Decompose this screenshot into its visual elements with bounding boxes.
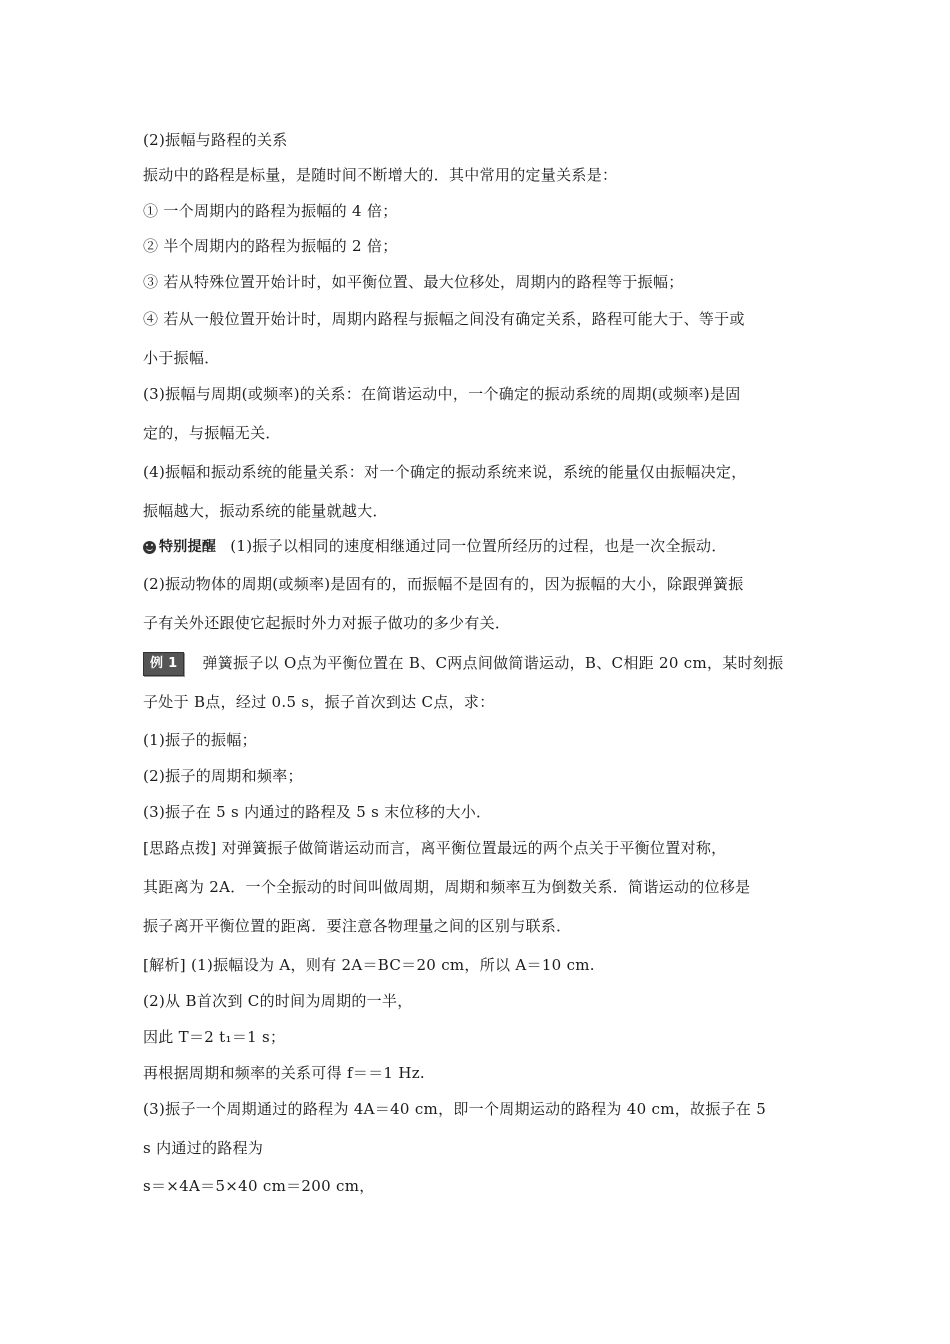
text-line: ④ 若从一般位置开始计时，周期内路程与振幅之间没有确定关系，路程可能大于、等于或	[143, 310, 745, 328]
text-line: 因此 T＝2 t₁＝1 s；	[143, 1028, 286, 1046]
example-text: 弹簧振子以 O点为平衡位置在 B、C两点间做简谐运动，B、C相距 20 cm，某时刻振	[202, 654, 784, 672]
text-line: ① 一个周期内的路程为振幅的 4 倍；	[143, 202, 398, 220]
text-line: s＝×4A＝5×40 cm＝200 cm，	[143, 1177, 375, 1195]
text-line: (3)振子一个周期通过的路程为 4A＝40 cm，即一个周期运动的路程为 40 cm，故振子在 5	[143, 1100, 767, 1118]
text-line: 再根据周期和频率的关系可得 f＝＝1 Hz.	[143, 1064, 425, 1082]
text-line: 小于振幅．	[143, 349, 220, 367]
text-line: 子有关外还跟使它起振时外力对振子做功的多少有关．	[143, 614, 511, 632]
tip-text: (1)振子以相同的速度相继通过同一位置所经历的过程，也是一次全振动．	[230, 537, 727, 555]
text-line: [思路点拨] 对弹簧振子做简谐运动而言，离平衡位置最远的两个点关于平衡位置对称，	[143, 839, 727, 857]
text-line: (1)振子的振幅；	[143, 731, 257, 749]
text-line: (4)振幅和振动系统的能量关系：对一个确定的振动系统来说，系统的能量仅由振幅决定，	[143, 463, 747, 481]
tip-badge-label: 特别提醒	[159, 539, 217, 555]
text-line: 定的，与振幅无关．	[143, 424, 281, 442]
text-line: 振动中的路程是标量，是随时间不断增大的．其中常用的定量关系是：	[143, 166, 618, 184]
text-line: (3)振幅与周期(或频率)的关系：在简谐运动中，一个确定的振动系统的周期(或频率)是固	[143, 385, 741, 403]
text-line: 振幅越大，振动系统的能量就越大．	[143, 502, 388, 520]
text-line: ③ 若从特殊位置开始计时，如平衡位置、最大位移处，周期内的路程等于振幅；	[143, 273, 684, 291]
text-line: 其距离为 2A．一个全振动的时间叫做周期，周期和频率互为倒数关系．简谐运动的位移是	[143, 878, 751, 896]
text-line: (2)振子的周期和频率；	[143, 767, 303, 785]
text-line: 振子离开平衡位置的距离．要注意各物理量之间的区别与联系．	[143, 917, 572, 935]
special-tip	[143, 536, 727, 557]
text-line: [解析] (1)振幅设为 A，则有 2A＝BC＝20 cm，所以 A＝10 cm.	[143, 956, 595, 974]
text-line: (3)振子在 5 s 内通过的路程及 5 s 末位移的大小．	[143, 803, 492, 821]
text-line: (2)振动物体的周期(或频率)是固有的，而振幅不是固有的，因为振幅的大小，除跟弹簧振	[143, 575, 744, 593]
tip-badge	[143, 537, 216, 557]
text-line: ② 半个周期内的路程为振幅的 2 倍；	[143, 237, 398, 255]
example-badge: 例 1	[143, 652, 184, 676]
text-line: (2)振幅与路程的关系	[143, 131, 288, 149]
smile-icon	[143, 541, 156, 554]
text-line: (2)从 B首次到 C的时间为周期的一半，	[143, 992, 413, 1010]
example-heading	[143, 652, 783, 676]
text-line: 子处于 B点，经过 0.5 s，振子首次到达 C点，求：	[143, 693, 495, 711]
text-line: s 内通过的路程为	[143, 1139, 264, 1157]
